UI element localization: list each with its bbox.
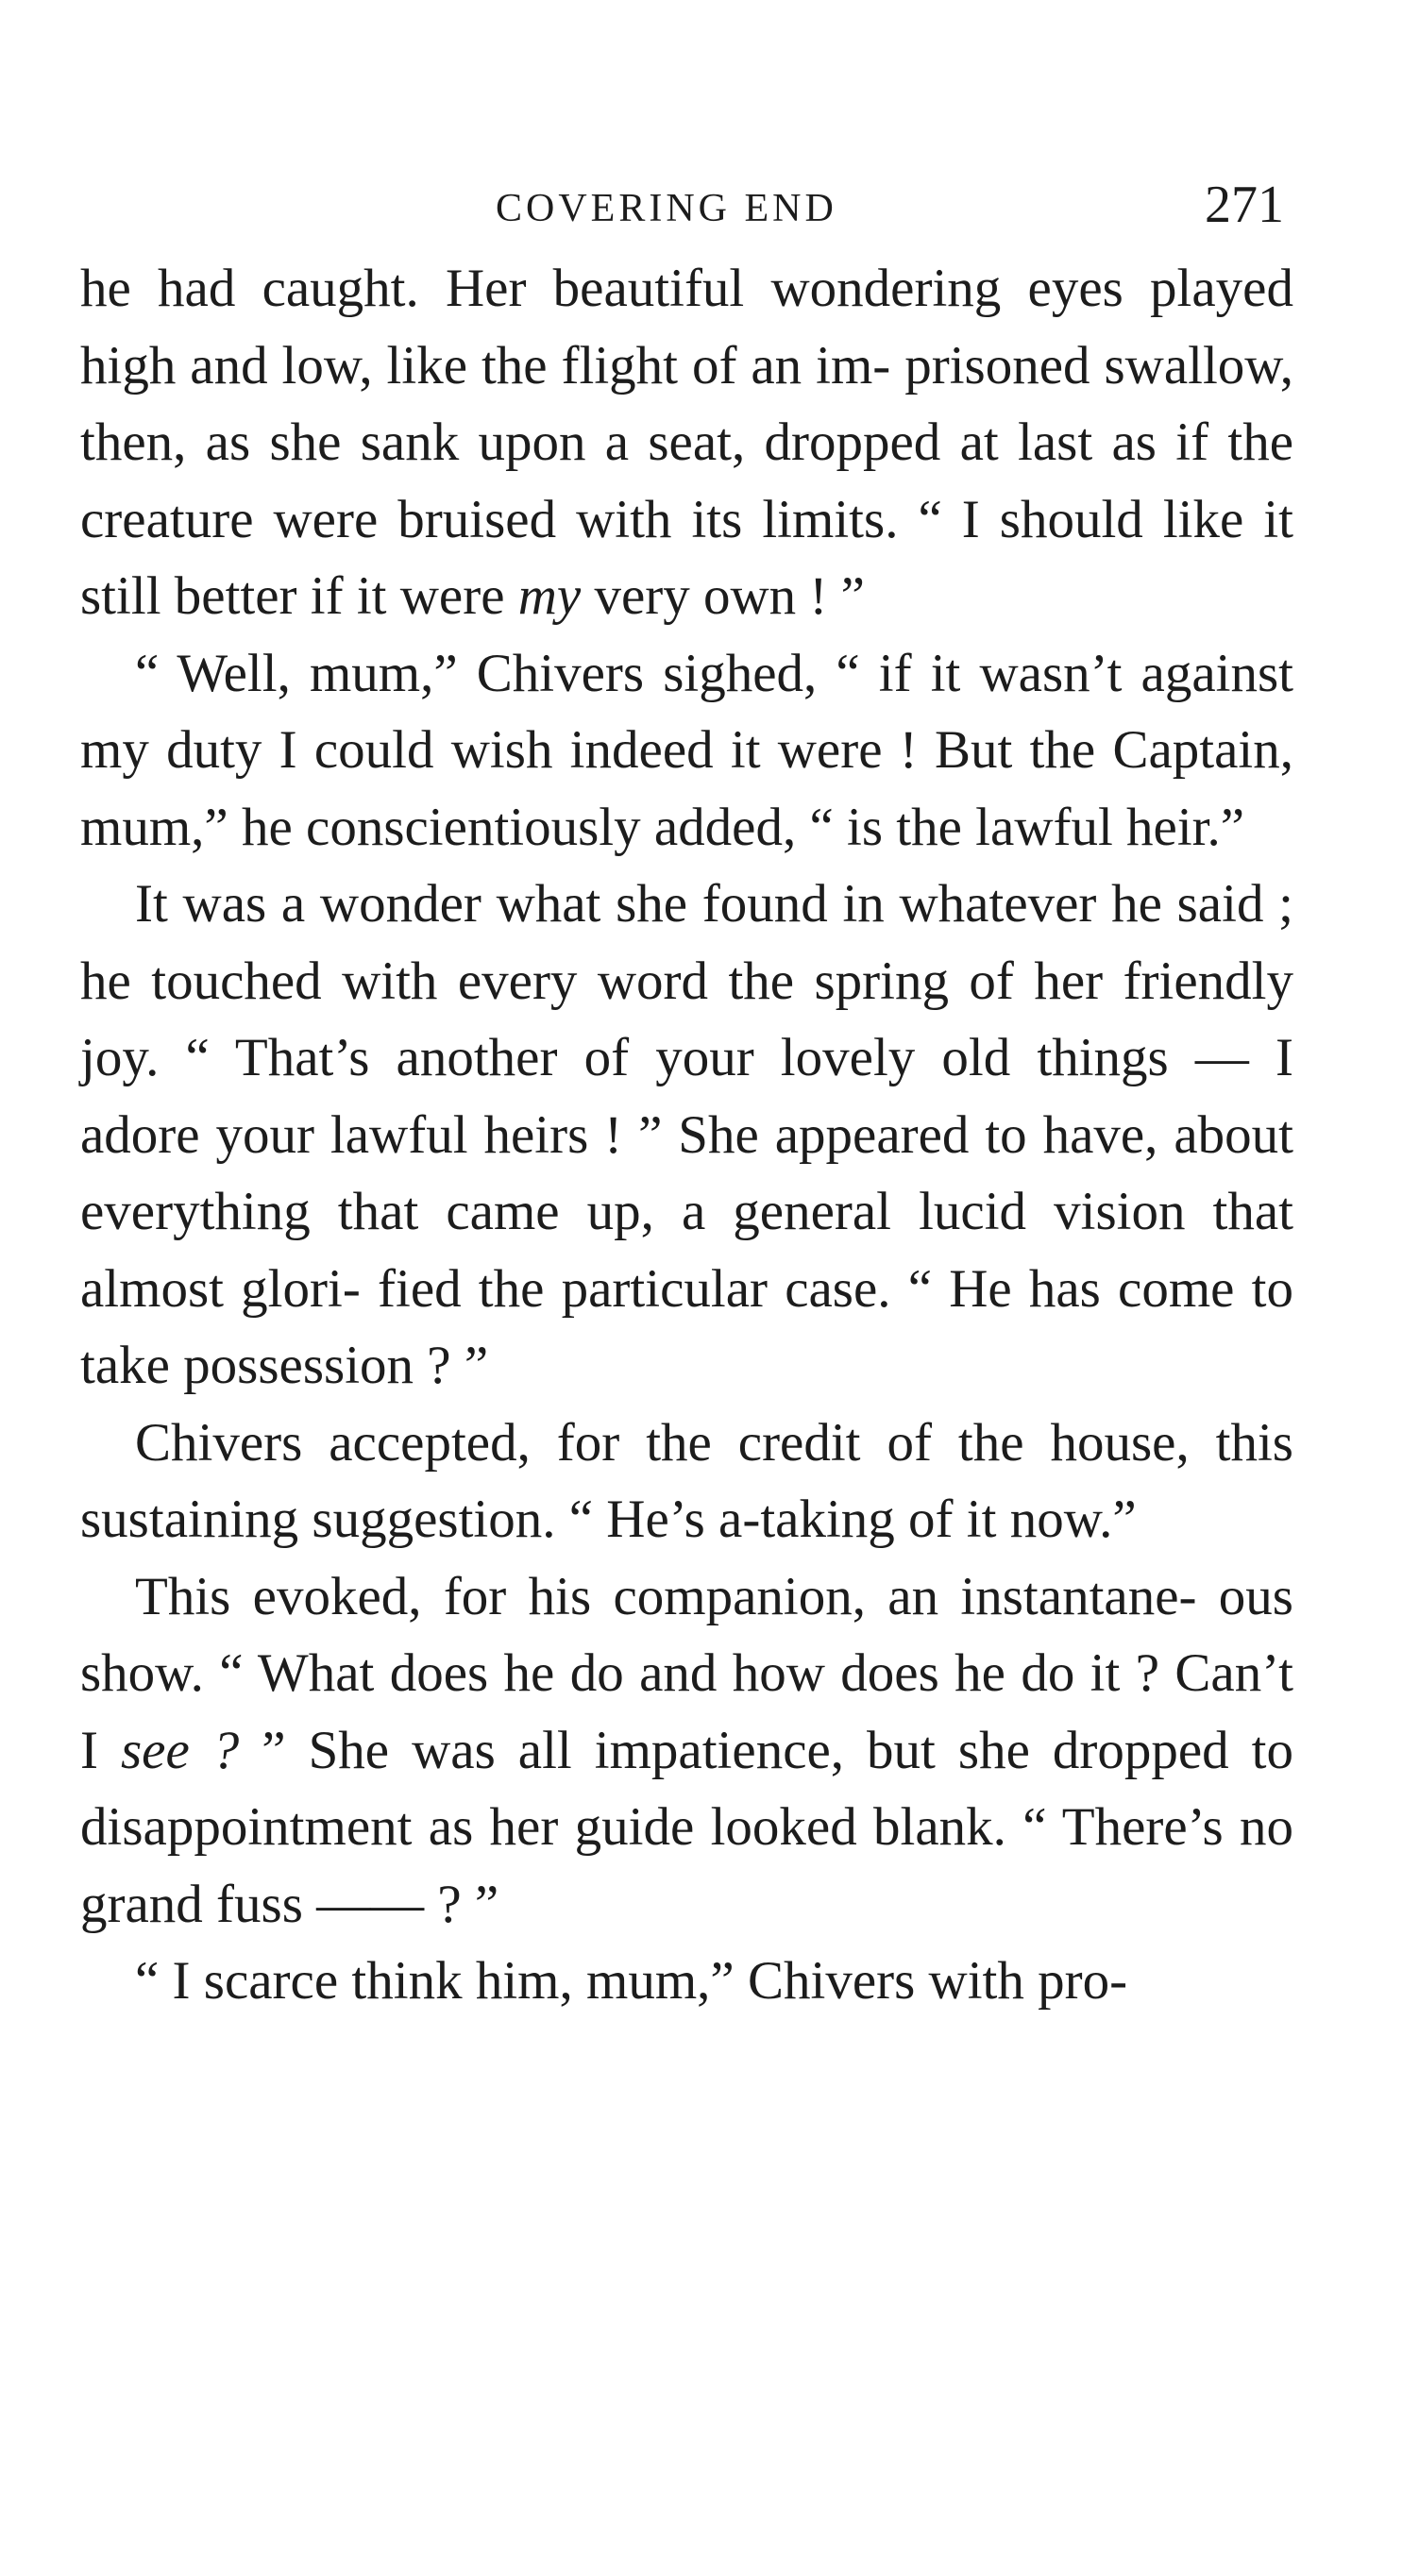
paragraph-1: he had caught. Her beautiful wondering eyes played high and low, like the flight of an im- prisoned swallow, then, as she sank upon a seat, dropped at last as if the creature were bruised with its limits. “ I should like it still better if it were my very own ! ” [80, 259, 1293, 626]
body-text [80, 250, 1293, 2020]
emphasis-see: see ? [121, 1720, 240, 1780]
page-header [80, 175, 1293, 250]
paragraph-5: This evoked, for his companion, an instantane- ous show. “ What does he do and how does he do it ? Can’t I see ? ” She was all impatience, but she dropped to disappointment as her guide looked blank. “ There’s no grand fuss —— ? ” [80, 1566, 1294, 1934]
paragraph-2: “ Well, mum,” Chivers sighed, “ if it wasn’t against my duty I could wish indeed it were ! But the Captain, mum,” he conscientiously added, “ is the lawful heir.” [80, 643, 1293, 857]
page-number: 271 [1205, 176, 1284, 234]
running-head: COVERING END [496, 187, 837, 230]
emphasis-my: my [517, 566, 582, 626]
paragraph-6: “ I scarce think him, mum,” Chivers with pro- [135, 1951, 1128, 2011]
book-page [80, 175, 1293, 2020]
paragraph-4: Chivers accepted, for the credit of the house, this sustaining suggestion. “ He’s a-taking of it now.” [80, 1412, 1293, 1549]
paragraph-3: It was a wonder what she found in whatever he said ; he touched with every word the spring of her friendly joy. “ That’s another of your lovely old things — I adore your lawful heirs ! ” She appeared to have, about everything that came up, a general lucid vision that almost glori- fied the particular case. “ He has come to take possession ? ” [80, 874, 1293, 1395]
